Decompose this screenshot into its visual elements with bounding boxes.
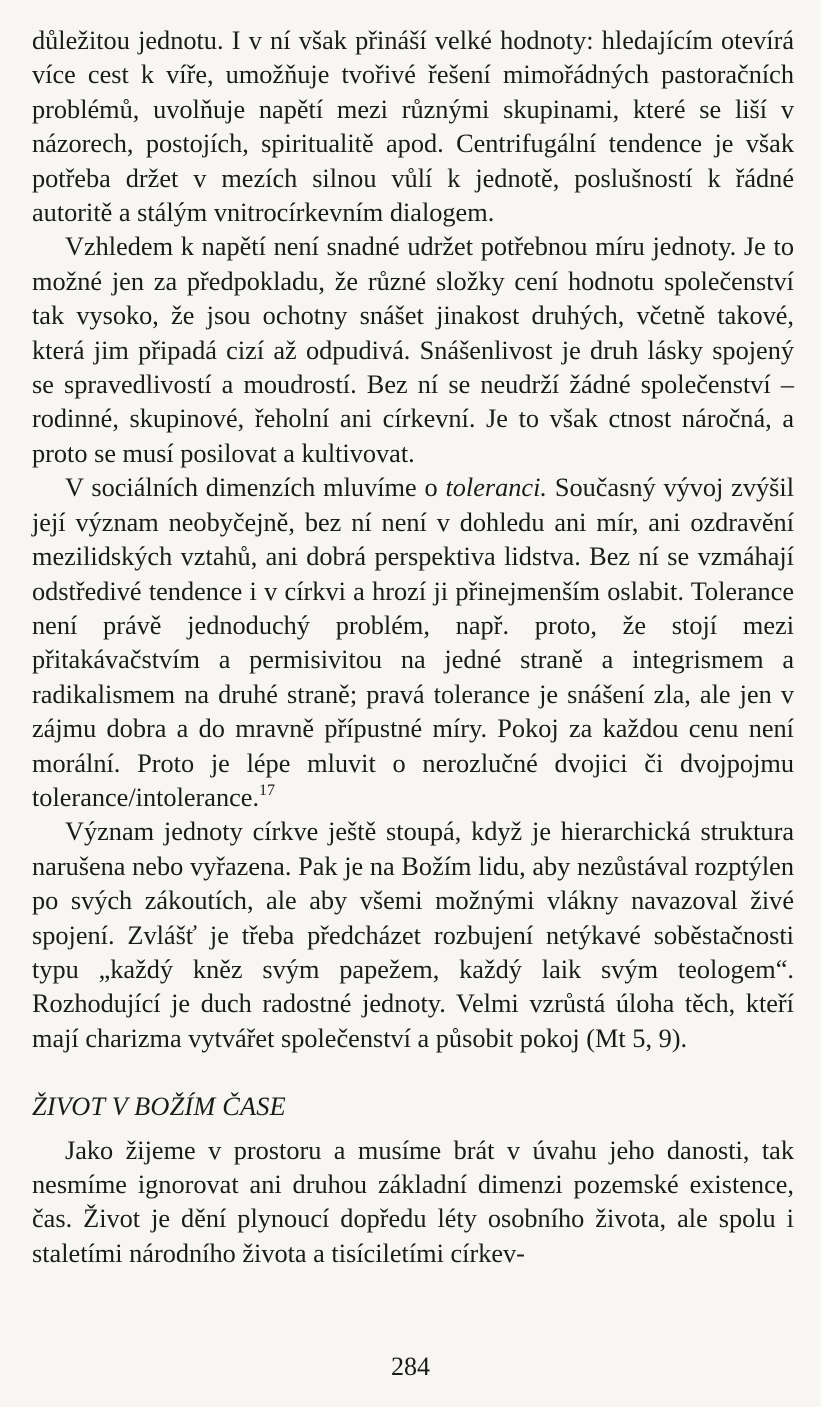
paragraph-3 bbox=[32, 471, 794, 815]
paragraph-1: důležitou jednotu. I v ní však přináší velké hodnoty: hledajícím otevírá více cest k víře, umožňuje tvořivé řešení mimořádných pastoračních problémů, uvolňuje napětí mezi různými skupinami, které se liší v názorech, postojích, spiritualitě apod. Centrifugální tendence je však potřeba držet v mezích silnou vůlí k jednotě, poslušností k řádné autoritě a stálým vnitrocírkevním dialogem. bbox=[32, 26, 794, 228]
page-text-block bbox=[32, 24, 794, 1271]
section-heading: ŽIVOT V BOŽÍM ČASE bbox=[32, 1092, 286, 1122]
paragraph-4: Význam jednoty církve ještě stoupá, když je hierarchická struktura narušena nebo vyřazena. Pak je na Božím lidu, aby nezůstával rozptýlen po svých zákoutích, ale aby všemi možnými vlákny navazoval živé spojení. Zvlášť je třeba předcházet rozbujení netýkavé soběstačnosti typu „každý kněz svým papežem, každý laik svým teologem“. Rozhodující je duch radostné jednoty. Velmi vzrůstá úloha těch, kteří mají charizma vytvářet společenství a působit pokoj (Mt 5, 9). bbox=[32, 817, 794, 1053]
paragraph-3-text-end: Současný vývoj zvýšil její význam neobyčejně, bez ní není v dohledu ani mír, ani ozdravění mezilidských vztahů, ani dobrá perspektiva lidstva. Bez ní se vzmáhají odstředivé tendence i v církvi a hrozí ji přinejmenším oslabit. Tolerance není právě jednoduchý problém, např. proto, že stojí mezi přitakávačstvím a permisivitou na jedné straně a integrismem a radikalismem na druhé straně; pravá tolerance je snášení zla, ale jen v zájmu dobra a do mravně přípustné míry. Pokoj za každou cenu není morální. Proto je lépe mluvit o nerozlučné dvojici či dvojpojmu tolerance/intolerance. bbox=[32, 473, 794, 812]
paragraph-2: Vzhledem k napětí není snadné udržet potřebnou míru jednoty. Je to možné jen za předpokladu, že různé složky cení hodnotu společenství tak vysoko, že jsou ochotny snášet jinakost druhých, včetně takové, která jim připadá cizí až odpudivá. Snášenlivost je druh lásky spojený se spravedlivostí a moudrostí. Bez ní se neudrží žádné společenství – rodinné, skupinové, řeholní ani církevní. Je to však ctnost náročná, a proto se musí posilovat a kultivovat. bbox=[32, 232, 794, 468]
page-number: 284 bbox=[391, 1352, 430, 1381]
paragraph-3-emphasis: toleranci. bbox=[445, 473, 547, 503]
paragraph-3-text-start: V sociálních dimenzích mluvíme o bbox=[65, 473, 446, 503]
paragraph-5: Jako žijeme v prostoru a musíme brát v úvahu jeho danosti, tak nesmíme ignorovat ani druhou základní dimenzi pozemské existence, čas. Život je dění plynoucí dopředu léty osobního života, ale spolu i staletími národního života a tisíciletími církev- bbox=[32, 1135, 794, 1268]
footnote-marker: 17 bbox=[259, 781, 276, 799]
